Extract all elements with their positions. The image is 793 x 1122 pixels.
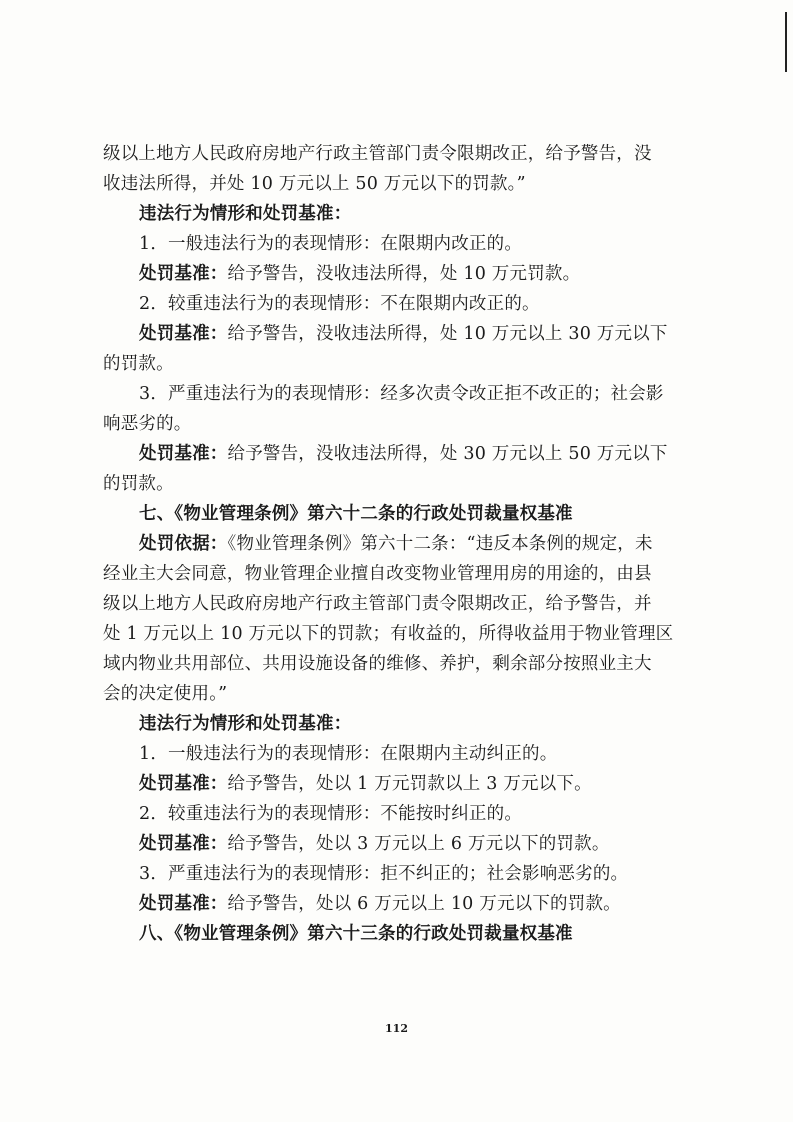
text-line: 1．一般违法行为的表现情形：在限期内主动纠正的。 [139,744,558,764]
basis-line [103,529,683,559]
text-line: 会的决定使用。” [103,684,228,704]
penalty-text: 给予警告，处以 6 万元以上 10 万元以下的罚款。 [227,894,621,914]
penalty-text: 给予警告，没收违法所得，处 10 万元罚款。 [227,264,581,284]
penalty-label: 处罚基准： [139,324,228,344]
scan-edge-mark [785,12,787,72]
section-heading: 七、《物业管理条例》第六十二条的行政处罚裁量权基准 [139,504,573,524]
section-subheading: 违法行为情形和处罚基准： [139,204,352,224]
body-text [103,139,683,949]
penalty-label: 处罚基准： [139,894,228,914]
penalty-text: 给予警告，没收违法所得，处 10 万元以上 30 万元以下 [227,324,668,344]
penalty-text: 给予警告，处以 3 万元以上 6 万元以下的罚款。 [227,834,610,854]
section-subheading: 违法行为情形和处罚基准： [139,714,352,734]
basis-label: 处罚依据： [139,534,228,554]
text-line: 收违法所得，并处 10 万元以上 50 万元以下的罚款。” [103,174,526,194]
basis-text: 《物业管理条例》第六十二条：“违反本条例的规定，未 [227,534,653,554]
penalty-line [103,889,683,919]
penalty-label: 处罚基准： [139,774,228,794]
penalty-label: 处罚基准： [139,264,228,284]
penalty-label: 处罚基准： [139,834,228,854]
penalty-label: 处罚基准： [139,444,228,464]
text-line: 域内物业共用部位、共用设施设备的维修、养护，剩余部分按照业主大 [103,654,652,674]
text-line: 1．一般违法行为的表现情形：在限期内改正的。 [139,234,523,254]
text-line: 2．较重违法行为的表现情形：不能按时纠正的。 [139,804,523,824]
penalty-line [103,439,683,469]
text-line: 响恶劣的。 [103,414,192,434]
penalty-text: 给予警告，处以 1 万元罚款以上 3 万元以下。 [227,774,592,794]
text-line: 的罚款。 [103,474,174,494]
penalty-line [103,319,683,349]
text-line: 处 1 万元以上 10 万元以下的罚款；有收益的，所得收益用于物业管理区 [103,624,674,644]
text-line: 3．严重违法行为的表现情形：拒不纠正的；社会影响恶劣的。 [139,864,629,884]
penalty-text: 给予警告，没收违法所得，处 30 万元以上 50 万元以下 [227,444,668,464]
text-line: 级以上地方人民政府房地产行政主管部门责令限期改正，给予警告，并 [103,594,652,614]
text-line: 经业主大会同意，物业管理企业擅自改变物业管理用房的用途的，由县 [103,564,652,584]
penalty-line [103,769,683,799]
penalty-line [103,829,683,859]
text-line: 2．较重违法行为的表现情形：不在限期内改正的。 [139,294,540,314]
text-line: 3．严重违法行为的表现情形：经多次责令改正拒不改正的；社会影 [139,384,664,404]
page-number: 112 [385,1022,408,1035]
text-line: 级以上地方人民政府房地产行政主管部门责令限期改正，给予警告，没 [103,144,652,164]
penalty-line [103,259,683,289]
section-heading: 八、《物业管理条例》第六十三条的行政处罚裁量权基准 [139,924,573,944]
text-line: 的罚款。 [103,354,174,374]
